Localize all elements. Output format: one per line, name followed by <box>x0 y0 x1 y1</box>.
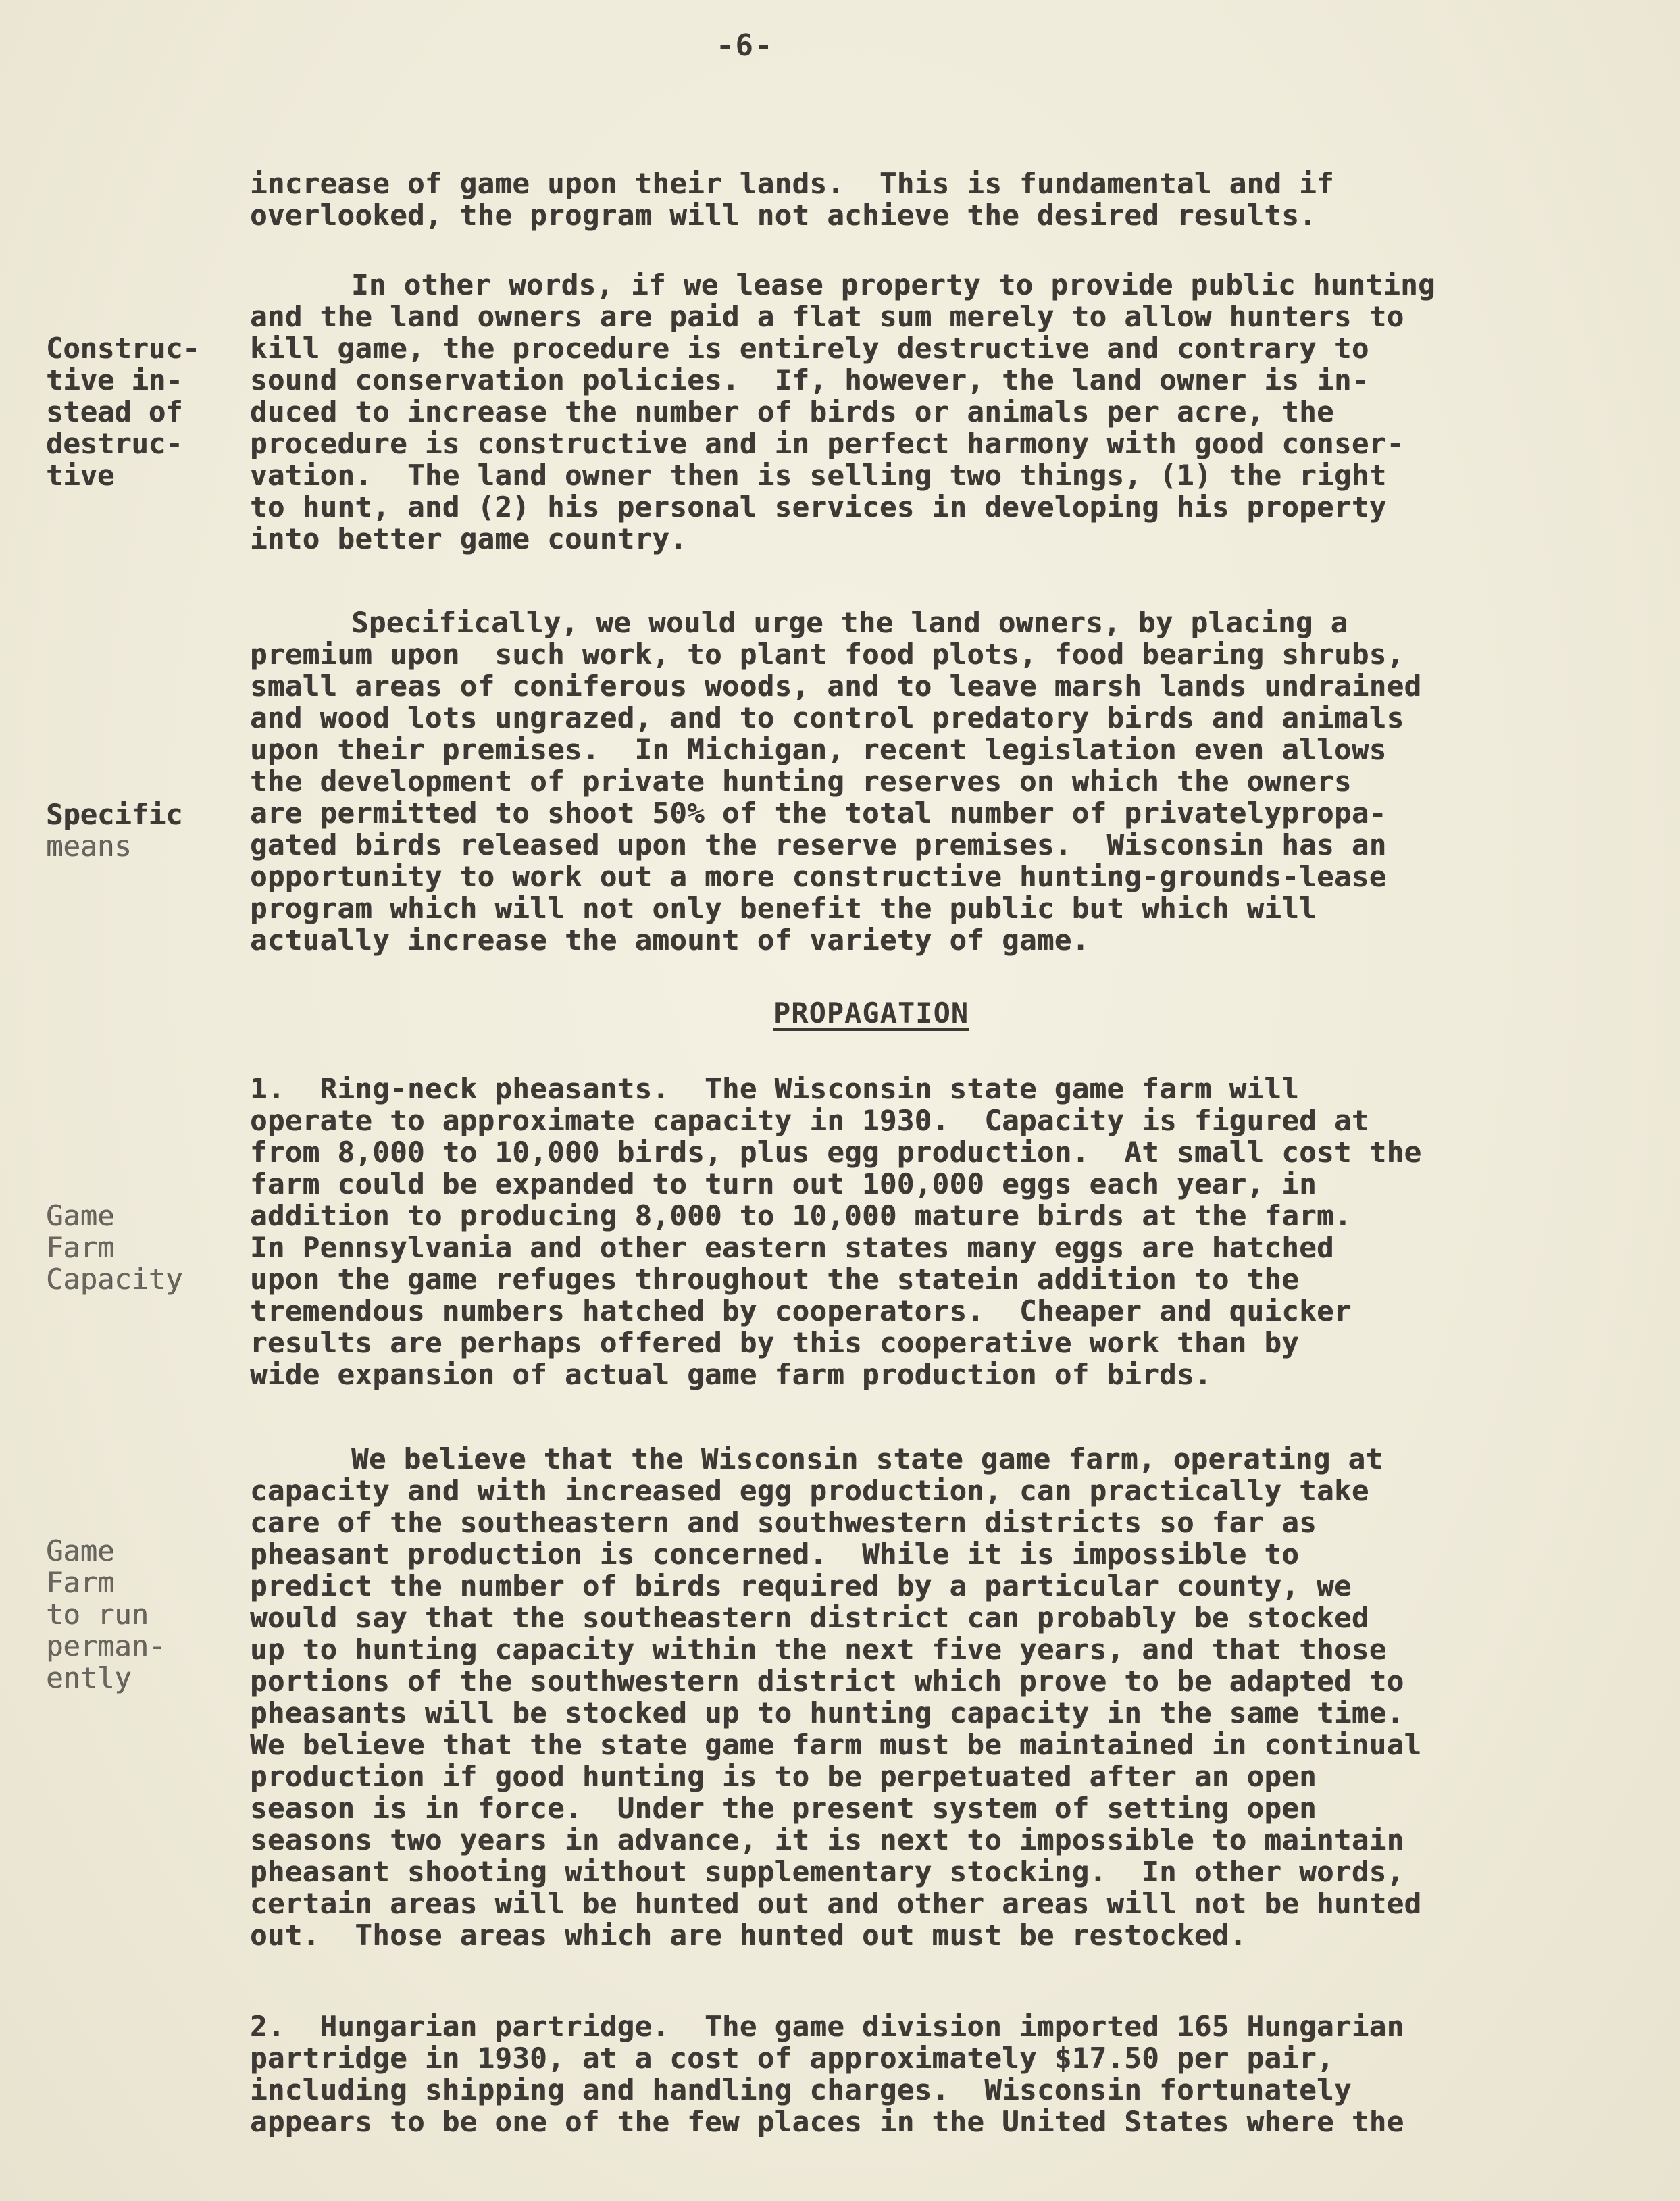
margin-note-specific <box>46 799 249 862</box>
margin-note-line: to run <box>46 1598 149 1631</box>
margin-note-line: Game <box>46 1199 115 1232</box>
text-line: duced to increase the number of birds or animals per acre, the <box>250 395 1334 428</box>
text-line: premium upon such work, to plant food plots, food bearing shrubs, <box>250 638 1404 671</box>
text-line: operate to approximate capacity in 1930. Capacity is figured at <box>250 1104 1369 1137</box>
paragraph-4 <box>250 1073 1628 1390</box>
paragraph-3 <box>250 607 1628 956</box>
text-line: program which will not only benefit the public but which will <box>250 892 1317 925</box>
text-line: pheasants will be stocked up to hunting capacity in the same time. <box>250 1696 1404 1729</box>
paragraph-2 <box>250 269 1628 555</box>
text-line: pheasant shooting without supplementary stocking. In other words, <box>250 1855 1404 1888</box>
text-line: into better game country. <box>250 522 688 555</box>
margin-note-line: stead of <box>46 395 183 428</box>
text-line: to hunt, and (2) his personal services in developing his property <box>250 490 1387 524</box>
margin-note-line: Specific <box>46 798 183 831</box>
text-line: and wood lots ungrazed, and to control predatory birds and animals <box>250 701 1404 734</box>
section-heading: PROPAGATION <box>773 996 969 1030</box>
text-line: results are perhaps offered by this cooperative work than by <box>250 1326 1300 1359</box>
paragraph-5 <box>250 1443 1628 1951</box>
text-line: production if good hunting is to be perpetuated after an open <box>250 1760 1317 1793</box>
text-line: upon the game refuges throughout the statein addition to the <box>250 1263 1300 1296</box>
margin-note-line: destruc- <box>46 427 183 460</box>
text-line: procedure is constructive and in perfect harmony with good conser- <box>250 427 1404 460</box>
margin-note-line: perman- <box>46 1629 166 1663</box>
text-line: kill game, the procedure is entirely destructive and contrary to <box>250 332 1369 365</box>
text-line: certain areas will be hunted out and other areas will not be hunted <box>250 1887 1422 1920</box>
margin-note-line: tive in- <box>46 363 183 397</box>
margin-note-game-farm-permanent <box>46 1535 249 1694</box>
margin-note-constructive <box>46 332 249 491</box>
text-line: In other words, if we lease property to provide public hunting <box>351 268 1435 301</box>
margin-note-line: Game <box>46 1534 115 1567</box>
text-line: vation. The land owner then is selling two things, (1) the right <box>250 459 1387 492</box>
margin-note-line: Construc- <box>46 332 200 365</box>
margin-note-line: tive <box>46 459 115 492</box>
text-line: tremendous numbers hatched by cooperators. Cheaper and quicker <box>250 1294 1352 1327</box>
text-line: opportunity to work out a more constructive hunting-grounds-lease <box>250 860 1387 893</box>
text-line: up to hunting capacity within the next five years, and that those <box>250 1633 1387 1666</box>
margin-note-line: ently <box>46 1661 132 1694</box>
text-line: actually increase the amount of variety of game. <box>250 924 1090 957</box>
text-line: care of the southeastern and southwestern districts so far as <box>250 1506 1317 1539</box>
text-line: predict the number of birds required by a particular county, we <box>250 1569 1352 1602</box>
paragraph-1 <box>250 168 1628 231</box>
text-line: 1. Ring-neck pheasants. The Wisconsin state game farm will <box>250 1072 1300 1105</box>
text-line: seasons two years in advance, it is next to impossible to maintain <box>250 1823 1404 1856</box>
text-line: from 8,000 to 10,000 birds, plus egg production. At small cost the <box>250 1136 1422 1169</box>
text-line: would say that the southeastern district can probably be stocked <box>250 1601 1369 1634</box>
text-line: sound conservation policies. If, however, the land owner is in- <box>250 363 1369 397</box>
margin-note-line: Farm <box>46 1566 115 1599</box>
text-line: are permitted to shoot 50% of the total number of privatelypropa- <box>250 796 1387 830</box>
text-line: including shipping and handling charges. Wisconsin fortunately <box>250 2073 1352 2106</box>
page-number: -6- <box>716 28 774 63</box>
text-line: In Pennsylvania and other eastern states many eggs are hatched <box>250 1231 1334 1264</box>
margin-note-line: Capacity <box>46 1263 183 1296</box>
text-line: gated birds released upon the reserve premises. Wisconsin has an <box>250 828 1387 861</box>
margin-note-line: Farm <box>46 1231 115 1264</box>
text-line: increase of game upon their lands. This is fundamental and if <box>250 167 1334 200</box>
text-line: capacity and with increased egg production, can practically take <box>250 1474 1369 1507</box>
text-line: overlooked, the program will not achieve the desired results. <box>250 199 1317 232</box>
text-line: small areas of coniferous woods, and to leave marsh lands undrained <box>250 669 1422 703</box>
text-line: partridge in 1930, at a cost of approximately $17.50 per pair, <box>250 2042 1334 2075</box>
margin-note-line: means <box>46 830 132 863</box>
text-line: out. Those areas which are hunted out must be restocked. <box>250 1919 1247 1952</box>
text-line: upon their premises. In Michigan, recent legislation even allows <box>250 733 1387 766</box>
text-line: wide expansion of actual game farm production of birds. <box>250 1358 1212 1391</box>
paragraph-6 <box>250 2010 1628 2137</box>
text-line: portions of the southwestern district which prove to be adapted to <box>250 1665 1404 1698</box>
text-line: Specifically, we would urge the land owners, by placing a <box>351 606 1348 639</box>
text-line: appears to be one of the few places in the United States where the <box>250 2105 1404 2138</box>
margin-note-game-farm-capacity <box>46 1200 249 1295</box>
text-line: We believe that the state game farm must be maintained in continual <box>250 1728 1422 1761</box>
text-line: and the land owners are paid a flat sum merely to allow hunters to <box>250 300 1404 333</box>
text-line: season is in force. Under the present system of setting open <box>250 1792 1317 1825</box>
text-line: 2. Hungarian partridge. The game division imported 165 Hungarian <box>250 2010 1404 2043</box>
text-line: We believe that the Wisconsin state game farm, operating at <box>351 1442 1383 1475</box>
text-line: farm could be expanded to turn out 100,000 eggs each year, in <box>250 1167 1317 1200</box>
text-line: addition to producing 8,000 to 10,000 mature birds at the farm. <box>250 1199 1352 1232</box>
text-line: pheasant production is concerned. While it is impossible to <box>250 1538 1300 1571</box>
text-line: the development of private hunting reserves on which the owners <box>250 765 1352 798</box>
